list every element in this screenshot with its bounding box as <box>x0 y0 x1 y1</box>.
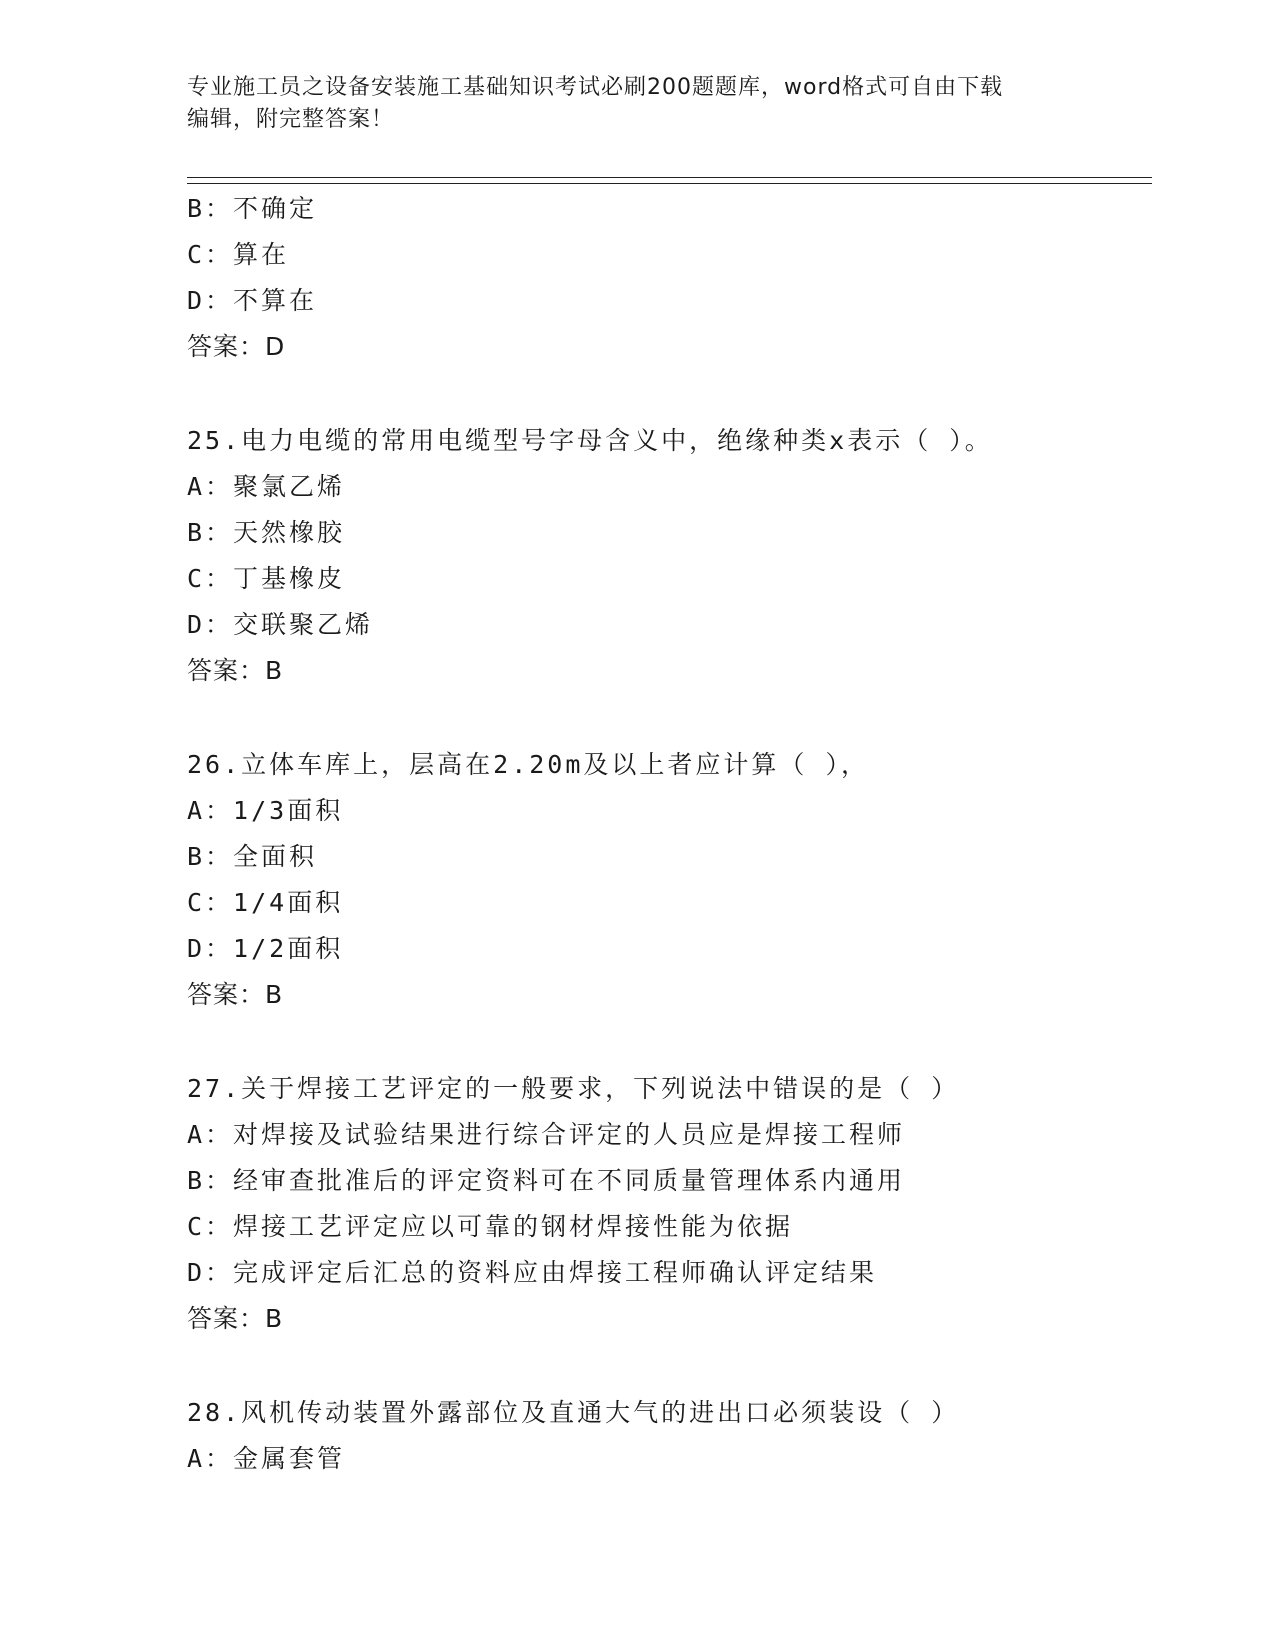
option-c: C：丁基橡皮 <box>187 564 346 593</box>
spacer <box>187 1342 1147 1390</box>
option-b: B：天然橡胶 <box>187 518 346 547</box>
spacer <box>187 370 1147 418</box>
answer: 答案：B <box>187 980 284 1009</box>
option-c: C：焊接工艺评定应以可靠的钢材焊接性能为依据 <box>187 1212 794 1241</box>
question-25 <box>187 418 1147 694</box>
answer: 答案：B <box>187 656 284 685</box>
option-b: B：全面积 <box>187 842 318 871</box>
header-divider-top <box>187 177 1152 178</box>
question-list <box>187 186 1147 1482</box>
option-b: B：不确定 <box>187 194 318 223</box>
question-27 <box>187 1066 1147 1342</box>
option-d: D：交联聚乙烯 <box>187 610 374 639</box>
question-fragment <box>187 186 1147 370</box>
question-stem: 27.关于焊接工艺评定的一般要求，下列说法中错误的是（ ） <box>187 1074 960 1103</box>
question-26 <box>187 742 1147 1018</box>
header-title-line-1: 专业施工员之设备安装施工基础知识考试必刷200题题库，word格式可自由下载 <box>187 75 1004 100</box>
option-a: A：金属套管 <box>187 1444 346 1473</box>
header-title-line-2: 编辑，附完整答案！ <box>187 107 395 132</box>
question-stem: 28.风机传动装置外露部位及直通大气的进出口必须装设（ ） <box>187 1398 960 1427</box>
option-a: A：1/3面积 <box>187 796 344 825</box>
option-a: A：聚氯乙烯 <box>187 472 346 501</box>
document-header <box>187 72 1087 136</box>
question-28 <box>187 1390 1147 1482</box>
question-stem: 25.电力电缆的常用电缆型号字母含义中，绝缘种类x表示（ ）。 <box>187 426 993 455</box>
option-b: B：经审查批准后的评定资料可在不同质量管理体系内通用 <box>187 1166 906 1195</box>
question-stem: 26.立体车库上，层高在2.20m及以上者应计算（ ）， <box>187 750 869 779</box>
spacer <box>187 1018 1147 1066</box>
answer: 答案：D <box>187 332 286 361</box>
option-d: D：不算在 <box>187 286 318 315</box>
option-c: C：算在 <box>187 240 290 269</box>
option-c: C：1/4面积 <box>187 888 344 917</box>
spacer <box>187 694 1147 742</box>
option-d: D：1/2面积 <box>187 934 344 963</box>
header-divider-bottom <box>187 183 1152 184</box>
answer: 答案：B <box>187 1304 284 1333</box>
option-a: A：对焊接及试验结果进行综合评定的人员应是焊接工程师 <box>187 1120 906 1149</box>
option-d: D：完成评定后汇总的资料应由焊接工程师确认评定结果 <box>187 1258 878 1287</box>
